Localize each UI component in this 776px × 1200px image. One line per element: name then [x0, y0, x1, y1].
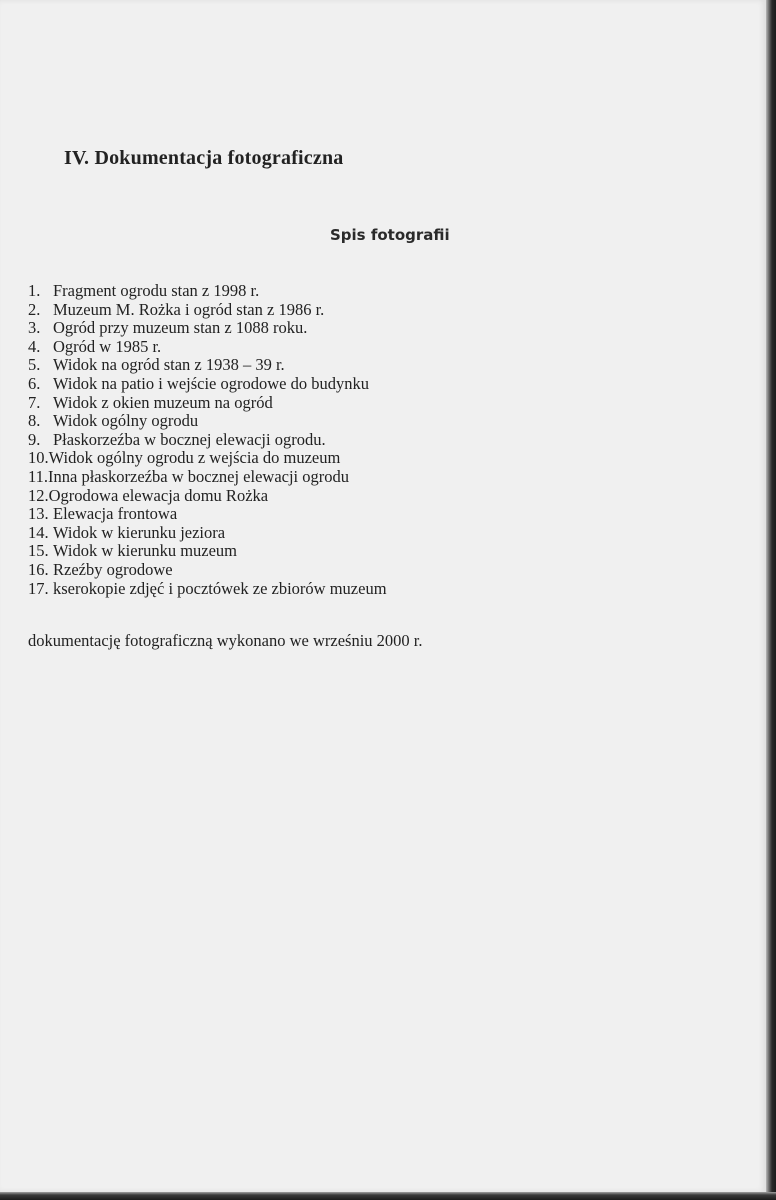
list-item: [28, 282, 387, 301]
list-item-number: 9.: [28, 429, 41, 449]
list-item-text: Widok na patio i wejście ogrodowe do budynku: [53, 373, 369, 393]
list-item-text: Elewacja frontowa: [53, 504, 178, 524]
list-item-text: Widok w kierunku muzeum: [53, 541, 238, 561]
list-item-text: Fragment ogrodu stan z 1998 r.: [53, 281, 260, 300]
list-item: [28, 394, 387, 413]
list-item: [28, 431, 387, 450]
list-item-text: Ogród przy muzeum stan z 1088 roku.: [53, 318, 308, 338]
list-item-number: 15.: [28, 541, 49, 561]
list-item: [28, 561, 387, 580]
list-item-text: Widok ogólny ogrodu z wejścia do muzeum: [48, 448, 341, 468]
list-item-number: 4.: [28, 336, 41, 356]
list-item: [28, 356, 387, 375]
list-item: [28, 468, 387, 487]
list-item-number: 16.: [28, 559, 49, 579]
list-item: [28, 542, 387, 561]
list-item-text: Ogród w 1985 r.: [53, 336, 162, 356]
list-item: [28, 301, 387, 320]
list-item-number: 5.: [28, 355, 41, 375]
list-item-number: 8.: [28, 411, 41, 431]
photo-list: [28, 282, 387, 598]
footer-note: dokumentację fotograficzną wykonano we wrześniu 2000 r.: [28, 631, 423, 650]
list-item-number: 2.: [28, 299, 41, 319]
list-item-number: 11.: [28, 466, 49, 486]
list-item: [28, 580, 387, 599]
list-item-number: 1.: [28, 281, 41, 300]
list-item-number: 12.: [28, 485, 49, 505]
list-item: [28, 319, 387, 338]
photo-list-title: Spis fotografii: [330, 226, 450, 244]
list-item: [28, 338, 387, 357]
scan-edge-right: [766, 0, 776, 1200]
list-item-number: 6.: [28, 373, 41, 393]
list-item-number: 7.: [28, 392, 41, 412]
list-item: [28, 449, 387, 468]
scan-edge-bottom: [0, 1192, 776, 1200]
list-item-text: Widok w kierunku jeziora: [53, 522, 226, 542]
list-item-text: Widok z okien muzeum na ogród: [53, 392, 273, 412]
list-item-text: Muzeum M. Rożka i ogród stan z 1986 r.: [53, 299, 325, 319]
list-item-number: 13.: [28, 504, 49, 524]
list-item-text: kserokopie zdjęć i pocztówek ze zbiorów muzeum: [53, 578, 387, 598]
section-heading: IV. Dokumentacja fotograficzna: [64, 147, 344, 169]
list-item-text: Rzeźby ogrodowe: [53, 559, 173, 579]
list-item-number: 10.: [28, 448, 49, 468]
list-item: [28, 505, 387, 524]
list-item: [28, 375, 387, 394]
list-item-number: 14.: [28, 522, 49, 542]
list-item-text: Ogrodowa elewacja domu Rożka: [48, 485, 269, 505]
list-item: [28, 487, 387, 506]
list-item-number: 3.: [28, 318, 41, 338]
list-item: [28, 412, 387, 431]
list-item-text: Płaskorzeźba w bocznej elewacji ogrodu.: [53, 429, 326, 449]
list-item-text: Inna płaskorzeźba w bocznej elewacji ogrodu: [48, 466, 350, 486]
list-item-text: Widok ogólny ogrodu: [53, 411, 199, 431]
list-item: [28, 524, 387, 543]
list-item-text: Widok na ogród stan z 1938 – 39 r.: [53, 355, 285, 375]
list-item-number: 17.: [28, 578, 49, 598]
